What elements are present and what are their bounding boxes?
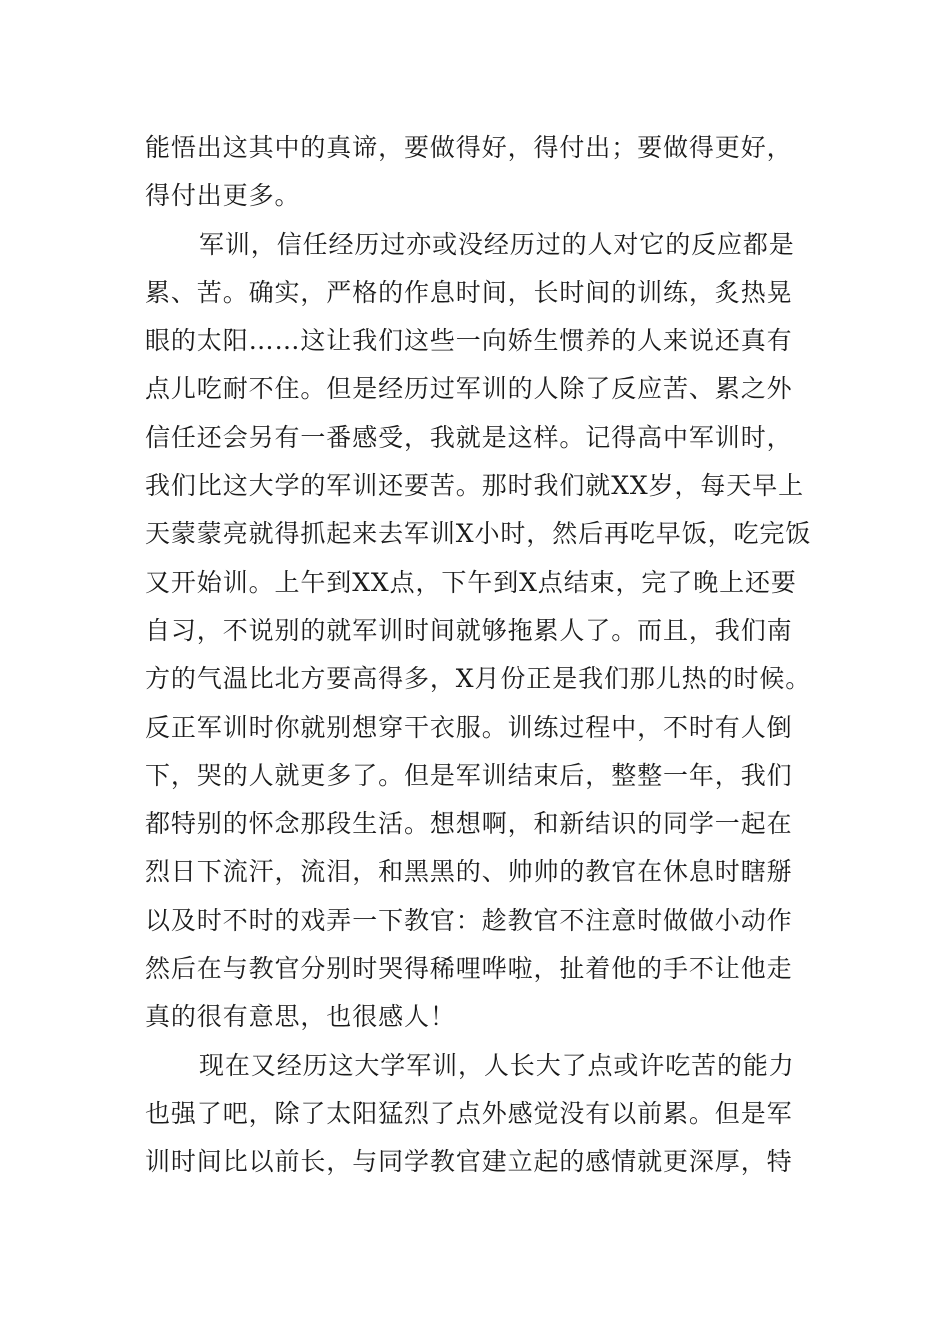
text-line: 烈日下流汗，流泪，和黑黑的、帅帅的教官在休息时瞎掰	[145, 857, 793, 887]
text-line: 点儿吃耐不住。但是经历过军训的人除了反应苦、累之外	[145, 374, 793, 404]
text-line: 累、苦。确实，严格的作息时间，长时间的训练，炙热晃	[145, 277, 793, 307]
text-line: 我们比这大学的军训还要苦。那时我们就XX岁，每天早上	[145, 471, 804, 501]
paragraph-2	[145, 221, 810, 1042]
text-line: 然后在与教官分别时哭得稀哩哗啦，扯着他的手不让他走	[145, 954, 793, 984]
paragraph-3	[145, 1042, 810, 1187]
text-line: 也强了吧，除了太阳猛烈了点外感觉没有以前累。但是军	[145, 1098, 793, 1128]
body-text	[145, 124, 810, 1187]
text-line: 信任还会另有一番感受，我就是这样。记得高中军训时，	[145, 422, 793, 452]
text-line: 得付出更多。	[145, 181, 301, 211]
text-line: 军训，信任经历过亦或没经历过的人对它的反应都是	[199, 229, 795, 259]
paragraph-1	[145, 124, 810, 221]
text-line: 自习，不说别的就军训时间就够拖累人了。而且，我们南	[145, 615, 793, 645]
text-line: 方的气温比北方要高得多，X月份正是我们那儿热的时候。	[145, 664, 812, 694]
text-line: 天蒙蒙亮就得抓起来去军训X小时，然后再吃早饭，吃完饭	[145, 519, 812, 549]
text-line: 眼的太阳……这让我们这些一向娇生惯养的人来说还真有	[145, 326, 793, 356]
text-line: 都特别的怀念那段生活。想想啊，和新结识的同学一起在	[145, 809, 793, 839]
text-line: 现在又经历这大学军训，人长大了点或许吃苦的能力	[199, 1050, 795, 1080]
text-line: 能悟出这其中的真谛，要做得好，得付出；要做得更好，	[145, 133, 793, 162]
text-line: 下，哭的人就更多了。但是军训结束后，整整一年，我们	[145, 760, 793, 790]
text-line: 反正军训时你就别想穿干衣服。训练过程中，不时有人倒	[145, 712, 793, 742]
text-line: 真的很有意思，也很感人！	[145, 1002, 456, 1032]
text-line: 以及时不时的戏弄一下教官：趁教官不注意时做做小动作	[145, 905, 793, 935]
text-line: 训时间比以前长，与同学教官建立起的感情就更深厚，特	[145, 1147, 793, 1177]
text-line: 又开始训。上午到XX点，下午到X点结束，完了晚上还要	[145, 567, 797, 597]
